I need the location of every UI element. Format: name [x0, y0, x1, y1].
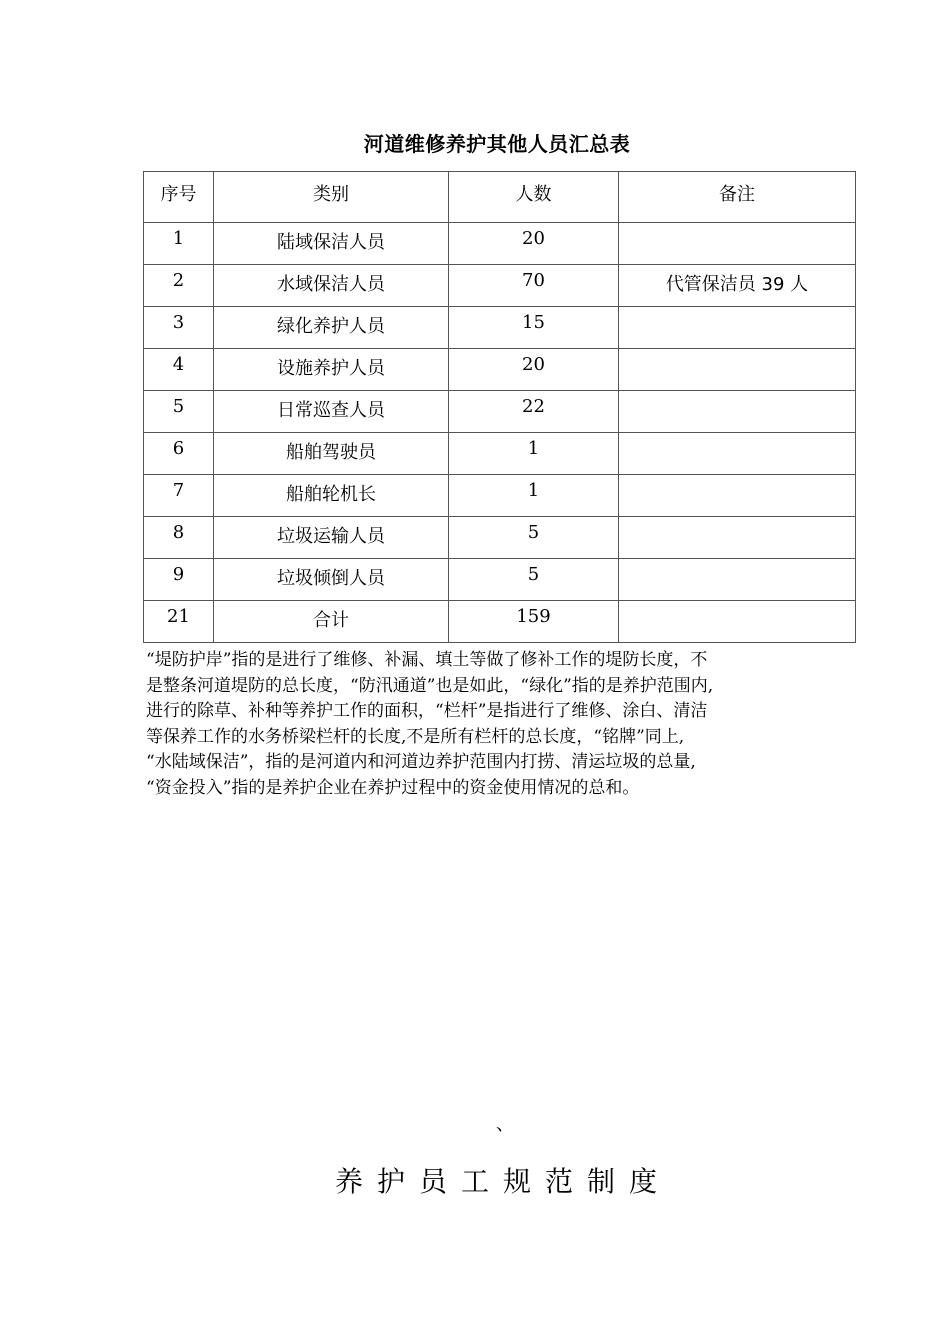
table-total-row — [144, 601, 856, 643]
remark-cell — [619, 391, 856, 433]
notes-line: “堤防护岸”指的是进行了维修、补漏、填土等做了修补工作的堤防长度，不 — [146, 650, 708, 670]
category-cell: 船舶驾驶员 — [214, 433, 449, 475]
category-cell: 绿化养护人员 — [214, 307, 449, 349]
table-row — [144, 223, 856, 265]
serial-cell: 9 — [144, 559, 214, 601]
count-cell: 1 — [449, 433, 619, 475]
category-cell: 船舶轮机长 — [214, 475, 449, 517]
remark-cell: 代管保洁员 39 人 — [619, 265, 856, 307]
category-cell: 水域保洁人员 — [214, 265, 449, 307]
notes-line: “水陆域保洁”，指的是河道内和河道边养护范围内打捞、清运垃圾的总量, — [146, 752, 696, 772]
serial-cell: 21 — [144, 601, 214, 643]
serial-cell: 1 — [144, 223, 214, 265]
table-row — [144, 391, 856, 433]
table-row — [144, 559, 856, 601]
table-header-row — [144, 172, 856, 223]
serial-cell: 7 — [144, 475, 214, 517]
header-category: 类别 — [214, 172, 449, 223]
category-cell: 垃圾运输人员 — [214, 517, 449, 559]
remark-cell — [619, 223, 856, 265]
count-cell: 70 — [449, 265, 619, 307]
category-cell: 陆域保洁人员 — [214, 223, 449, 265]
notes-line: “资金投入”指的是养护企业在养护过程中的资金使用情况的总和。 — [146, 777, 640, 798]
table-row — [144, 265, 856, 307]
category-cell: 合计 — [214, 601, 449, 643]
serial-cell: 2 — [144, 265, 214, 307]
remark-cell — [619, 433, 856, 475]
serial-cell: 6 — [144, 433, 214, 475]
category-cell: 日常巡查人员 — [214, 391, 449, 433]
count-cell: 15 — [449, 307, 619, 349]
count-cell: 159 — [449, 601, 619, 643]
count-cell: 20 — [449, 349, 619, 391]
remark-cell — [619, 475, 856, 517]
category-cell: 垃圾倾倒人员 — [214, 559, 449, 601]
serial-cell: 4 — [144, 349, 214, 391]
header-serial: 序号 — [144, 172, 214, 223]
table-row — [144, 475, 856, 517]
remark-cell — [619, 517, 856, 559]
table-row — [144, 433, 856, 475]
serial-cell: 3 — [144, 307, 214, 349]
remark-cell — [619, 307, 856, 349]
category-cell: 设施养护人员 — [214, 349, 449, 391]
remark-cell — [619, 601, 856, 643]
count-cell: 20 — [449, 223, 619, 265]
punctuation-mark: 、 — [496, 1114, 514, 1135]
header-count: 人数 — [449, 172, 619, 223]
table-title: 河道维修养护其他人员汇总表 — [363, 132, 631, 156]
count-cell: 5 — [449, 517, 619, 559]
table-row — [144, 349, 856, 391]
section-title: 养护员工规范制度 — [334, 1165, 671, 1198]
notes-line: 是整条河道堤防的总长度，“防汛通道”也是如此，“绿化”指的是养护范围内, — [146, 675, 714, 696]
count-cell: 1 — [449, 475, 619, 517]
count-cell: 22 — [449, 391, 619, 433]
summary-table — [143, 171, 856, 643]
table-row — [144, 307, 856, 349]
serial-cell: 8 — [144, 517, 214, 559]
count-cell: 5 — [449, 559, 619, 601]
remark-cell — [619, 559, 856, 601]
header-remark: 备注 — [619, 172, 856, 223]
serial-cell: 5 — [144, 391, 214, 433]
notes-line: 等保养工作的水务桥梁栏杆的长度,不是所有栏杆的总长度，“铭牌”同上, — [146, 726, 685, 747]
table-row — [144, 517, 856, 559]
remark-cell — [619, 349, 856, 391]
notes-line: 进行的除草、补种等养护工作的面积，“栏杆”是指进行了维修、涂白、清洁 — [146, 701, 708, 721]
notes-paragraph — [146, 648, 866, 801]
